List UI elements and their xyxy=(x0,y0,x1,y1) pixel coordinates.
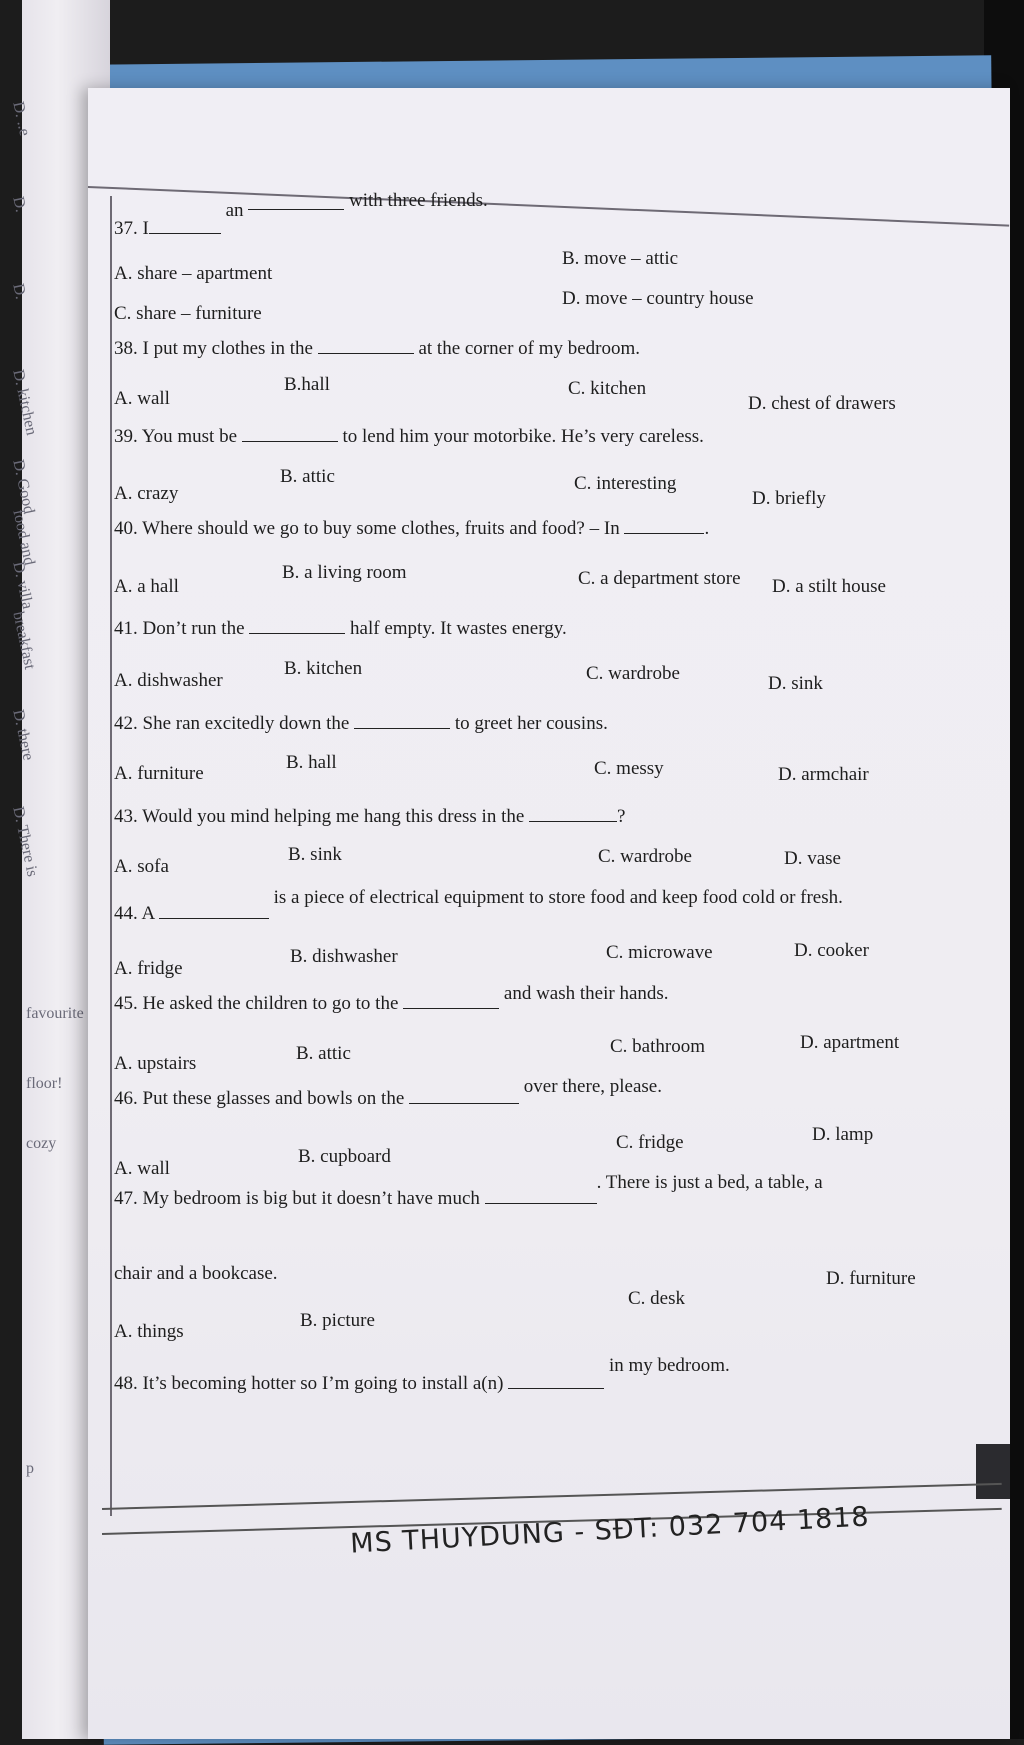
question-47: 47. My bedroom is big but it doesn’t have much . There is just a bed, a table, a xyxy=(114,1172,823,1209)
option-b[interactable]: B. move – attic xyxy=(562,248,679,269)
question-37: 37. I an with three friends. xyxy=(114,190,488,239)
option-d[interactable]: D. cooker xyxy=(794,940,869,961)
option-b[interactable]: B. a living room xyxy=(282,562,407,583)
option-d[interactable]: D. vase xyxy=(784,848,841,869)
margin-fragment: D. villa xyxy=(9,560,36,611)
option-b[interactable]: B. sink xyxy=(288,844,342,865)
option-d[interactable]: D. furniture xyxy=(826,1268,916,1289)
question-48: 48. It’s becoming hotter so I’m going to install a(n) in my bedroom. xyxy=(114,1355,730,1394)
margin-fragment: floor! xyxy=(26,1075,63,1092)
option-b[interactable]: B. attic xyxy=(296,1043,351,1064)
question-44: 44. A is a piece of electrical equipment to store food and keep food cold or fresh. xyxy=(114,887,843,924)
question-39: 39. You must be to lend him your motorbike. He’s very careless. xyxy=(114,426,704,447)
margin-fragment: D. There is xyxy=(9,805,41,879)
option-d[interactable]: D. lamp xyxy=(812,1124,874,1145)
margin-fragment: food and xyxy=(9,508,38,567)
option-c[interactable]: C. messy xyxy=(594,758,664,779)
option-d[interactable]: D. apartment xyxy=(800,1032,900,1053)
option-c[interactable]: C. microwave xyxy=(606,942,713,963)
option-b[interactable]: B. kitchen xyxy=(284,658,363,679)
option-c[interactable]: C. share – furniture xyxy=(114,303,262,324)
option-a[interactable]: A. fridge xyxy=(114,958,183,979)
option-a[interactable]: A. sofa xyxy=(114,856,169,877)
question-43: 43. Would you mind helping me hang this dress in the ? xyxy=(114,806,626,827)
frame-line xyxy=(110,196,112,1516)
question-42: 42. She ran excitedly down the to greet her cousins. xyxy=(114,713,608,734)
option-b[interactable]: B. attic xyxy=(280,466,335,487)
option-c[interactable]: C. desk xyxy=(628,1288,685,1309)
option-c[interactable]: C. interesting xyxy=(574,473,677,494)
option-d[interactable]: D. move – country house xyxy=(562,288,754,309)
margin-fragment: favourite xyxy=(26,1005,84,1022)
worksheet-page xyxy=(88,88,1010,1739)
option-c[interactable]: C. a department store xyxy=(578,568,741,589)
footer-contact: MS THUYDUNG - SĐT: 032 704 1818 xyxy=(349,1501,871,1560)
option-b[interactable]: B. dishwasher xyxy=(290,946,398,967)
margin-fragment: D. xyxy=(9,282,30,301)
option-b[interactable]: B. picture xyxy=(300,1310,375,1331)
option-a[interactable]: A. wall xyxy=(114,388,170,409)
option-b[interactable]: B. hall xyxy=(286,752,337,773)
page-corner-block xyxy=(976,1444,1010,1499)
option-c[interactable]: C. wardrobe xyxy=(598,846,692,867)
option-c[interactable]: C. bathroom xyxy=(610,1036,705,1057)
margin-fragment: D. kitchen xyxy=(9,368,40,437)
option-c[interactable]: C. wardrobe xyxy=(586,663,680,684)
option-d[interactable]: D. armchair xyxy=(778,764,869,785)
option-a[interactable]: A. a hall xyxy=(114,576,179,597)
option-b[interactable]: B. cupboard xyxy=(298,1146,391,1167)
option-a[interactable]: A. share – apartment xyxy=(114,263,273,284)
option-c[interactable]: C. fridge xyxy=(616,1132,684,1153)
option-d[interactable]: D. briefly xyxy=(752,488,826,509)
option-c[interactable]: C. kitchen xyxy=(568,378,647,399)
option-b[interactable]: B.hall xyxy=(284,374,330,395)
option-a[interactable]: A. furniture xyxy=(114,763,204,784)
margin-fragment: p xyxy=(26,1460,34,1477)
question-46: 46. Put these glasses and bowls on the over there, please. xyxy=(114,1076,662,1109)
question-47-continued: chair and a bookcase. xyxy=(114,1263,278,1284)
margin-fragment: D. there xyxy=(9,708,37,762)
margin-fragment: cozy xyxy=(26,1135,57,1152)
question-45: 45. He asked the children to go to the and wash their hands. xyxy=(114,983,669,1014)
margin-fragment: D. xyxy=(9,195,30,214)
option-a[interactable]: A. crazy xyxy=(114,483,179,504)
option-a[interactable]: A. dishwasher xyxy=(114,670,223,691)
option-d[interactable]: D. chest of drawers xyxy=(748,393,896,414)
option-a[interactable]: A. upstairs xyxy=(114,1053,197,1074)
question-41: 41. Don’t run the half empty. It wastes energy. xyxy=(114,618,567,639)
question-38: 38. I put my clothes in the at the corner of my bedroom. xyxy=(114,338,641,359)
option-d[interactable]: D. sink xyxy=(768,673,823,694)
option-a[interactable]: A. wall xyxy=(114,1158,170,1179)
option-d[interactable]: D. a stilt house xyxy=(772,576,886,597)
margin-fragment: D. Good xyxy=(9,458,38,516)
margin-fragment: breakfast xyxy=(9,610,39,671)
option-a[interactable]: A. things xyxy=(114,1321,184,1342)
margin-fragment: D. ..e xyxy=(9,100,34,138)
question-40: 40. Where should we go to buy some clothes, fruits and food? – In . xyxy=(114,518,710,539)
